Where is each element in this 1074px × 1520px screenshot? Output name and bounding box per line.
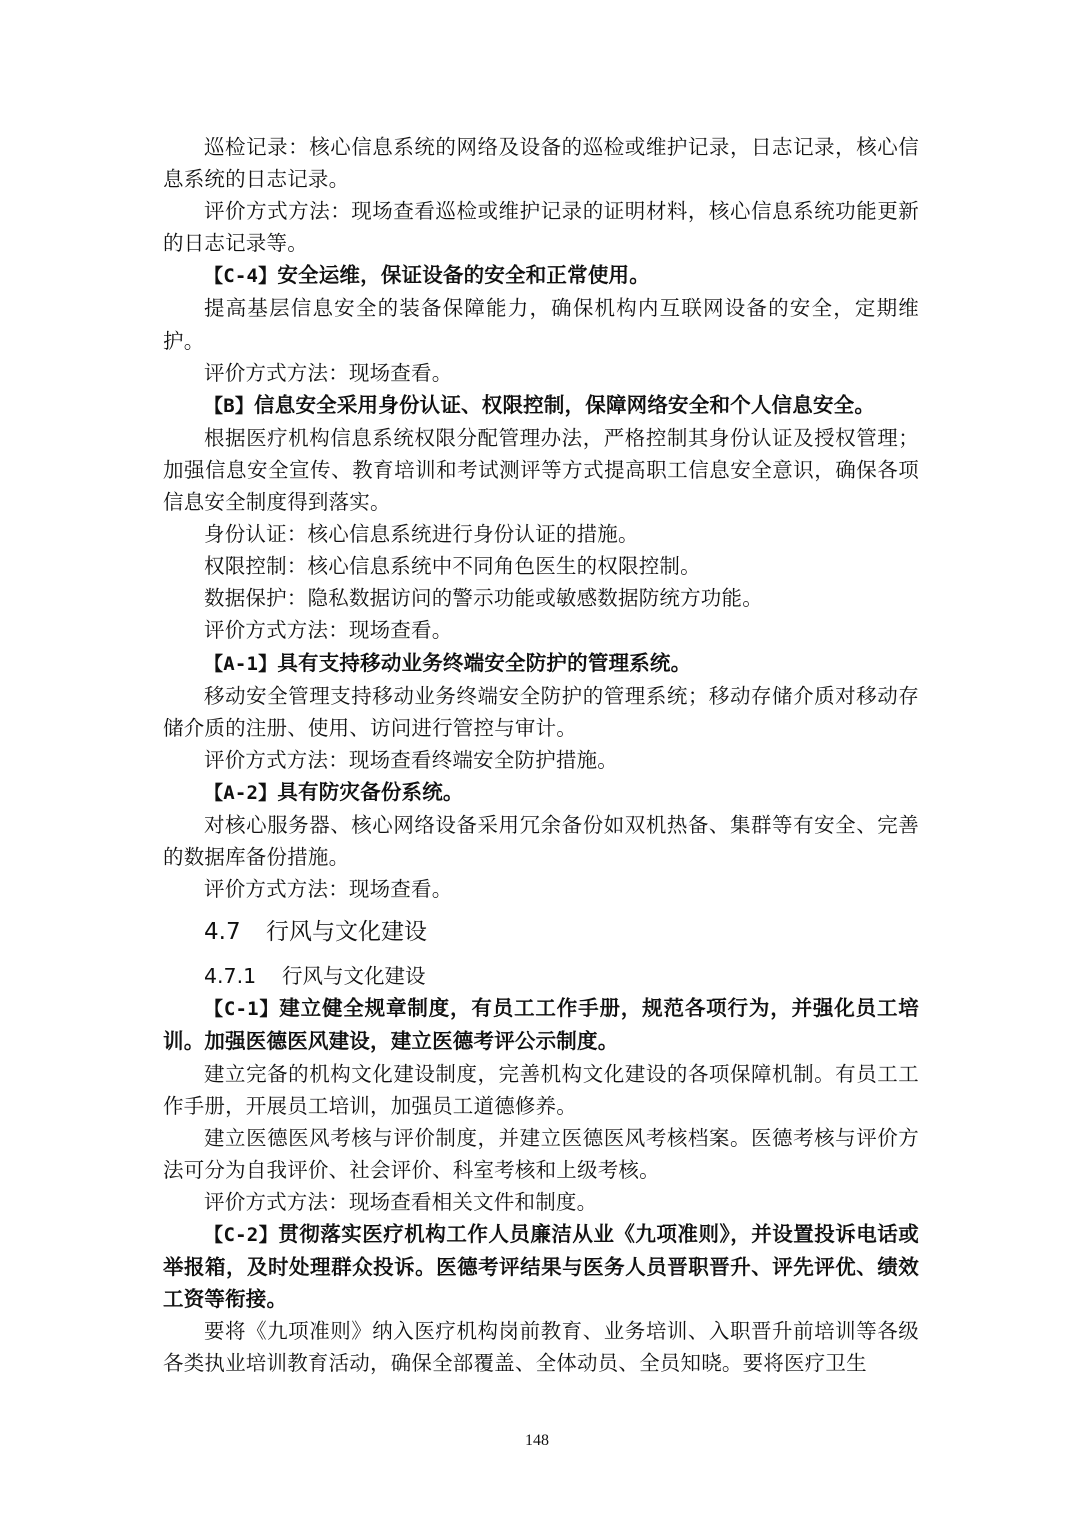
paragraph-text: 要将《九项准则》纳入医疗机构岗前教育、业务培训、入职晋升前培训等各级各类执业培训教育活动，确保全部覆盖、全体动员、全员知晓。要将医疗卫生: [163, 1319, 919, 1376]
paragraph-text: 建立健全规章制度，有员工工作手册，规范各项行为，并强化员工培训。加强医德医风建设，建立医德考评公示制度。: [163, 996, 919, 1054]
criterion-tag: 【C-1】: [204, 998, 280, 1021]
page-number: 148: [525, 1432, 549, 1449]
criterion-tag: 【A-1】: [204, 652, 278, 675]
body-paragraph: [163, 1186, 919, 1218]
body-paragraph: [163, 680, 919, 744]
paragraph-text: 评价方式方法：现场查看。: [204, 618, 453, 643]
section-number: 4.7: [204, 919, 241, 946]
subsection-title: 行风与文化建设: [282, 964, 426, 989]
paragraph-text: 身份认证：核心信息系统进行身份认证的措施。: [204, 522, 639, 547]
body-paragraph: [163, 292, 919, 356]
body-paragraph: [163, 195, 919, 259]
paragraph-text: 建立完备的机构文化建设制度，完善机构文化建设的各项保障机制。有员工工作手册，开展员工培训，加强员工道德修养。: [163, 1061, 919, 1118]
criterion-heading: [163, 389, 919, 422]
body-paragraph: [163, 357, 919, 389]
paragraph-text: 评价方式方法：现场查看。: [204, 360, 453, 385]
body-paragraph: [163, 582, 919, 614]
body-paragraph: [163, 873, 919, 905]
body-paragraph: [163, 518, 919, 550]
criterion-heading: [163, 992, 919, 1057]
paragraph-block-2: [163, 992, 919, 1379]
paragraph-text: 评价方式方法：现场查看巡检或维护记录的证明材料，核心信息系统功能更新的日志记录等。: [163, 199, 919, 256]
subsection-heading: [163, 960, 919, 992]
body-paragraph: [163, 744, 919, 776]
paragraph-text: 建立医德医风考核与评价制度，并建立医德医风考核档案。医德考核与评价方法可分为自我评价、社会评价、科室考核和上级考核。: [163, 1125, 919, 1182]
criterion-heading: [163, 776, 919, 809]
paragraph-text: 安全运维，保证设备的安全和正常使用。: [277, 263, 650, 288]
criterion-tag: 【A-2】: [204, 781, 278, 804]
paragraph-text: 权限控制：核心信息系统中不同角色医生的权限控制。: [204, 554, 701, 579]
body-paragraph: [163, 1122, 919, 1186]
paragraph-text: 数据保护：隐私数据访问的警示功能或敏感数据防统方功能。: [204, 586, 763, 611]
criterion-tag: 【C-4】: [204, 265, 278, 288]
body-paragraph: [163, 1058, 919, 1122]
paragraph-text: 根据医疗机构信息系统权限分配管理办法，严格控制其身份认证及授权管理；加强信息安全宣传、教育培训和考试测评等方式提高职工信息安全意识，确保各项信息安全制度得到落实。: [163, 425, 919, 515]
paragraph-text: 提高基层信息安全的装备保障能力，确保机构内互联网设备的安全，定期维护。: [163, 296, 919, 353]
paragraph-text: 评价方式方法：现场查看终端安全防护措施。: [204, 747, 618, 772]
paragraph-text: 具有支持移动业务终端安全防护的管理系统。: [277, 650, 692, 675]
criterion-heading: [163, 259, 919, 292]
paragraph-text: 评价方式方法：现场查看。: [204, 877, 453, 902]
body-paragraph: [163, 809, 919, 873]
subsection-number: 4.7.1: [204, 964, 257, 989]
body-paragraph: [163, 422, 919, 518]
criterion-tag: 【C-2】: [204, 1224, 279, 1246]
body-paragraph: [163, 131, 919, 195]
paragraph-text: 信息安全采用身份认证、权限控制，保障网络安全和个人信息安全。: [254, 392, 876, 417]
paragraph-text: 具有防灾备份系统。: [277, 779, 464, 804]
criterion-heading: [163, 1218, 919, 1315]
body-paragraph: [163, 1315, 919, 1379]
page-body: [163, 131, 919, 1379]
section-heading: [163, 916, 919, 948]
body-paragraph: [163, 614, 919, 646]
paragraph-text: 巡检记录：核心信息系统的网络及设备的巡检或维护记录，日志记录，核心信息系统的日志记录。: [163, 135, 919, 192]
paragraph-text: 移动安全管理支持移动业务终端安全防护的管理系统；移动存储介质对移动存储介质的注册、使用、访问进行管控与审计。: [163, 683, 919, 740]
criterion-heading: [163, 647, 919, 680]
paragraph-text: 贯彻落实医疗机构工作人员廉洁从业《九项准则》，并设置投诉电话或举报箱，及时处理群众投诉。医德考评结果与医务人员晋职晋升、评先评优、绩效工资等衔接。: [163, 1222, 919, 1312]
paragraph-text: 评价方式方法：现场查看相关文件和制度。: [204, 1189, 598, 1214]
body-paragraph: [163, 550, 919, 582]
criterion-tag: 【B】: [204, 394, 255, 417]
paragraph-text: 对核心服务器、核心网络设备采用冗余备份如双机热备、集群等有安全、完善的数据库备份措施。: [163, 812, 919, 870]
section-title: 行风与文化建设: [266, 919, 427, 946]
paragraph-block-1: [163, 131, 919, 905]
